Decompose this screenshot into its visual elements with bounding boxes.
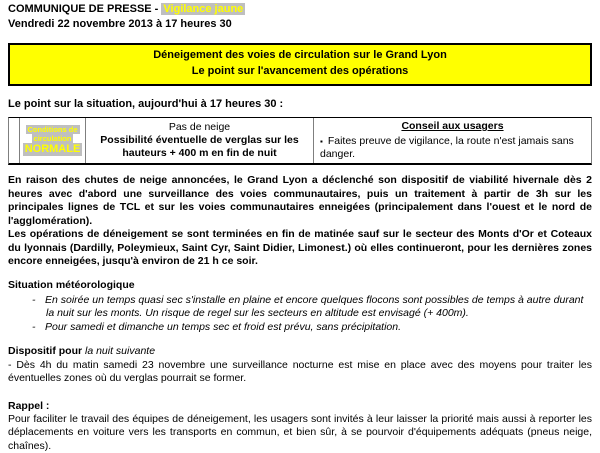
dash-bullet-icon: - <box>32 293 36 306</box>
title-banner <box>8 43 592 86</box>
dispositif-heading <box>8 345 592 358</box>
forecast-line-2: Possibilité éventuelle de verglas sur les hauteurs + 400 m en fin de nuit <box>100 134 299 160</box>
date-line: Vendredi 22 novembre 2013 à 17 heures 30 <box>8 18 232 31</box>
status-table <box>8 117 592 165</box>
square-bullet-icon: ▪ <box>320 136 323 146</box>
meteo-heading: Situation météorologique <box>8 279 135 292</box>
meteo-bullet-1 <box>8 294 592 321</box>
status-cell <box>19 118 85 163</box>
status-value: NORMALE <box>24 143 81 156</box>
vigilance-badge: Vigilance jaune <box>163 3 244 15</box>
situation-heading: Le point sur la situation, aujourd'hui à 17 heures 30 : <box>8 98 284 111</box>
status-table-spacer-cell <box>9 118 19 163</box>
banner-line-1: Déneigement des voies de circulation sur le Grand Lyon <box>153 49 447 62</box>
document-title: COMMUNIQUE DE PRESSE - <box>8 3 162 15</box>
rappel-heading: Rappel : <box>8 399 50 412</box>
operations-paragraph-2: Les opérations de déneigement se sont terminées en fin de matinée sauf sur le secteur des Monts d'Or et Coteaux du lyonnais (Dardilly, Poleymieux, Saint Cyr, Saint Didier, Limonest.) où elles continueront, pour les dernières zones encore enneigées, jusqu'à environ de 21 h ce soir. <box>8 228 592 268</box>
dispositif-heading-bold: Dispositif pour <box>8 345 85 358</box>
banner-line-2: Le point sur l'avancement des opérations <box>191 65 409 78</box>
meteo-list <box>8 294 592 334</box>
operations-paragraph-1: En raison des chutes de neige annoncées, le Grand Lyon a déclenché son dispositif de viabilité hivernale dès 2 heures avec d'abord une surveillance des voies communautaires, puis un traitement à partir de 3h sur les principales lignes de TCL et sur les voies communautaires enneigées (principalement dans l'ouest et le nord de l'agglomération). <box>8 174 592 227</box>
forecast-cell <box>85 118 313 163</box>
dash-bullet-icon: - <box>32 320 36 333</box>
status-label-line-1: Conditions de <box>27 125 78 135</box>
rappel-text: Pour faciliter le travail des équipes de déneigement, les usagers sont invités à leur laisser la priorité mais aussi à reporter les déplacements en voiture vers les transports en commun, et bien sûr, à se pourvoir d'équipements adéquats (pneus neige, chaînes). <box>8 412 592 452</box>
advice-title: Conseil aux usagers <box>401 120 504 133</box>
forecast-line-1: Pas de neige <box>168 120 231 133</box>
meteo-bullet-2-text: Pour samedi et dimanche un temps sec et froid est prévu, sans précipitation. <box>45 320 402 333</box>
advice-text: Faites preuve de vigilance, la route n'est jamais sans danger. <box>320 134 574 160</box>
dispositif-text: - Dès 4h du matin samedi 23 novembre une surveillance nocturne est mise en place avec des moyens pour traiter les éventuelles zones où du verglas pourrait se former. <box>8 358 592 385</box>
advice-cell <box>313 118 591 163</box>
dispositif-heading-italic: la nuit suivante <box>85 345 156 358</box>
document-title-line <box>8 2 592 16</box>
advice-item <box>320 135 585 162</box>
status-label-line-2: circulation <box>33 134 72 144</box>
meteo-bullet-1-text: En soirée un temps quasi sec s'installe en plaine et encore quelques flocons sont possibles de temps à autre durant la nuit sur les monts. Un risque de regel sur les secteurs en altitude est envisagé (+ 400m). <box>45 293 584 320</box>
meteo-bullet-2 <box>8 321 592 334</box>
